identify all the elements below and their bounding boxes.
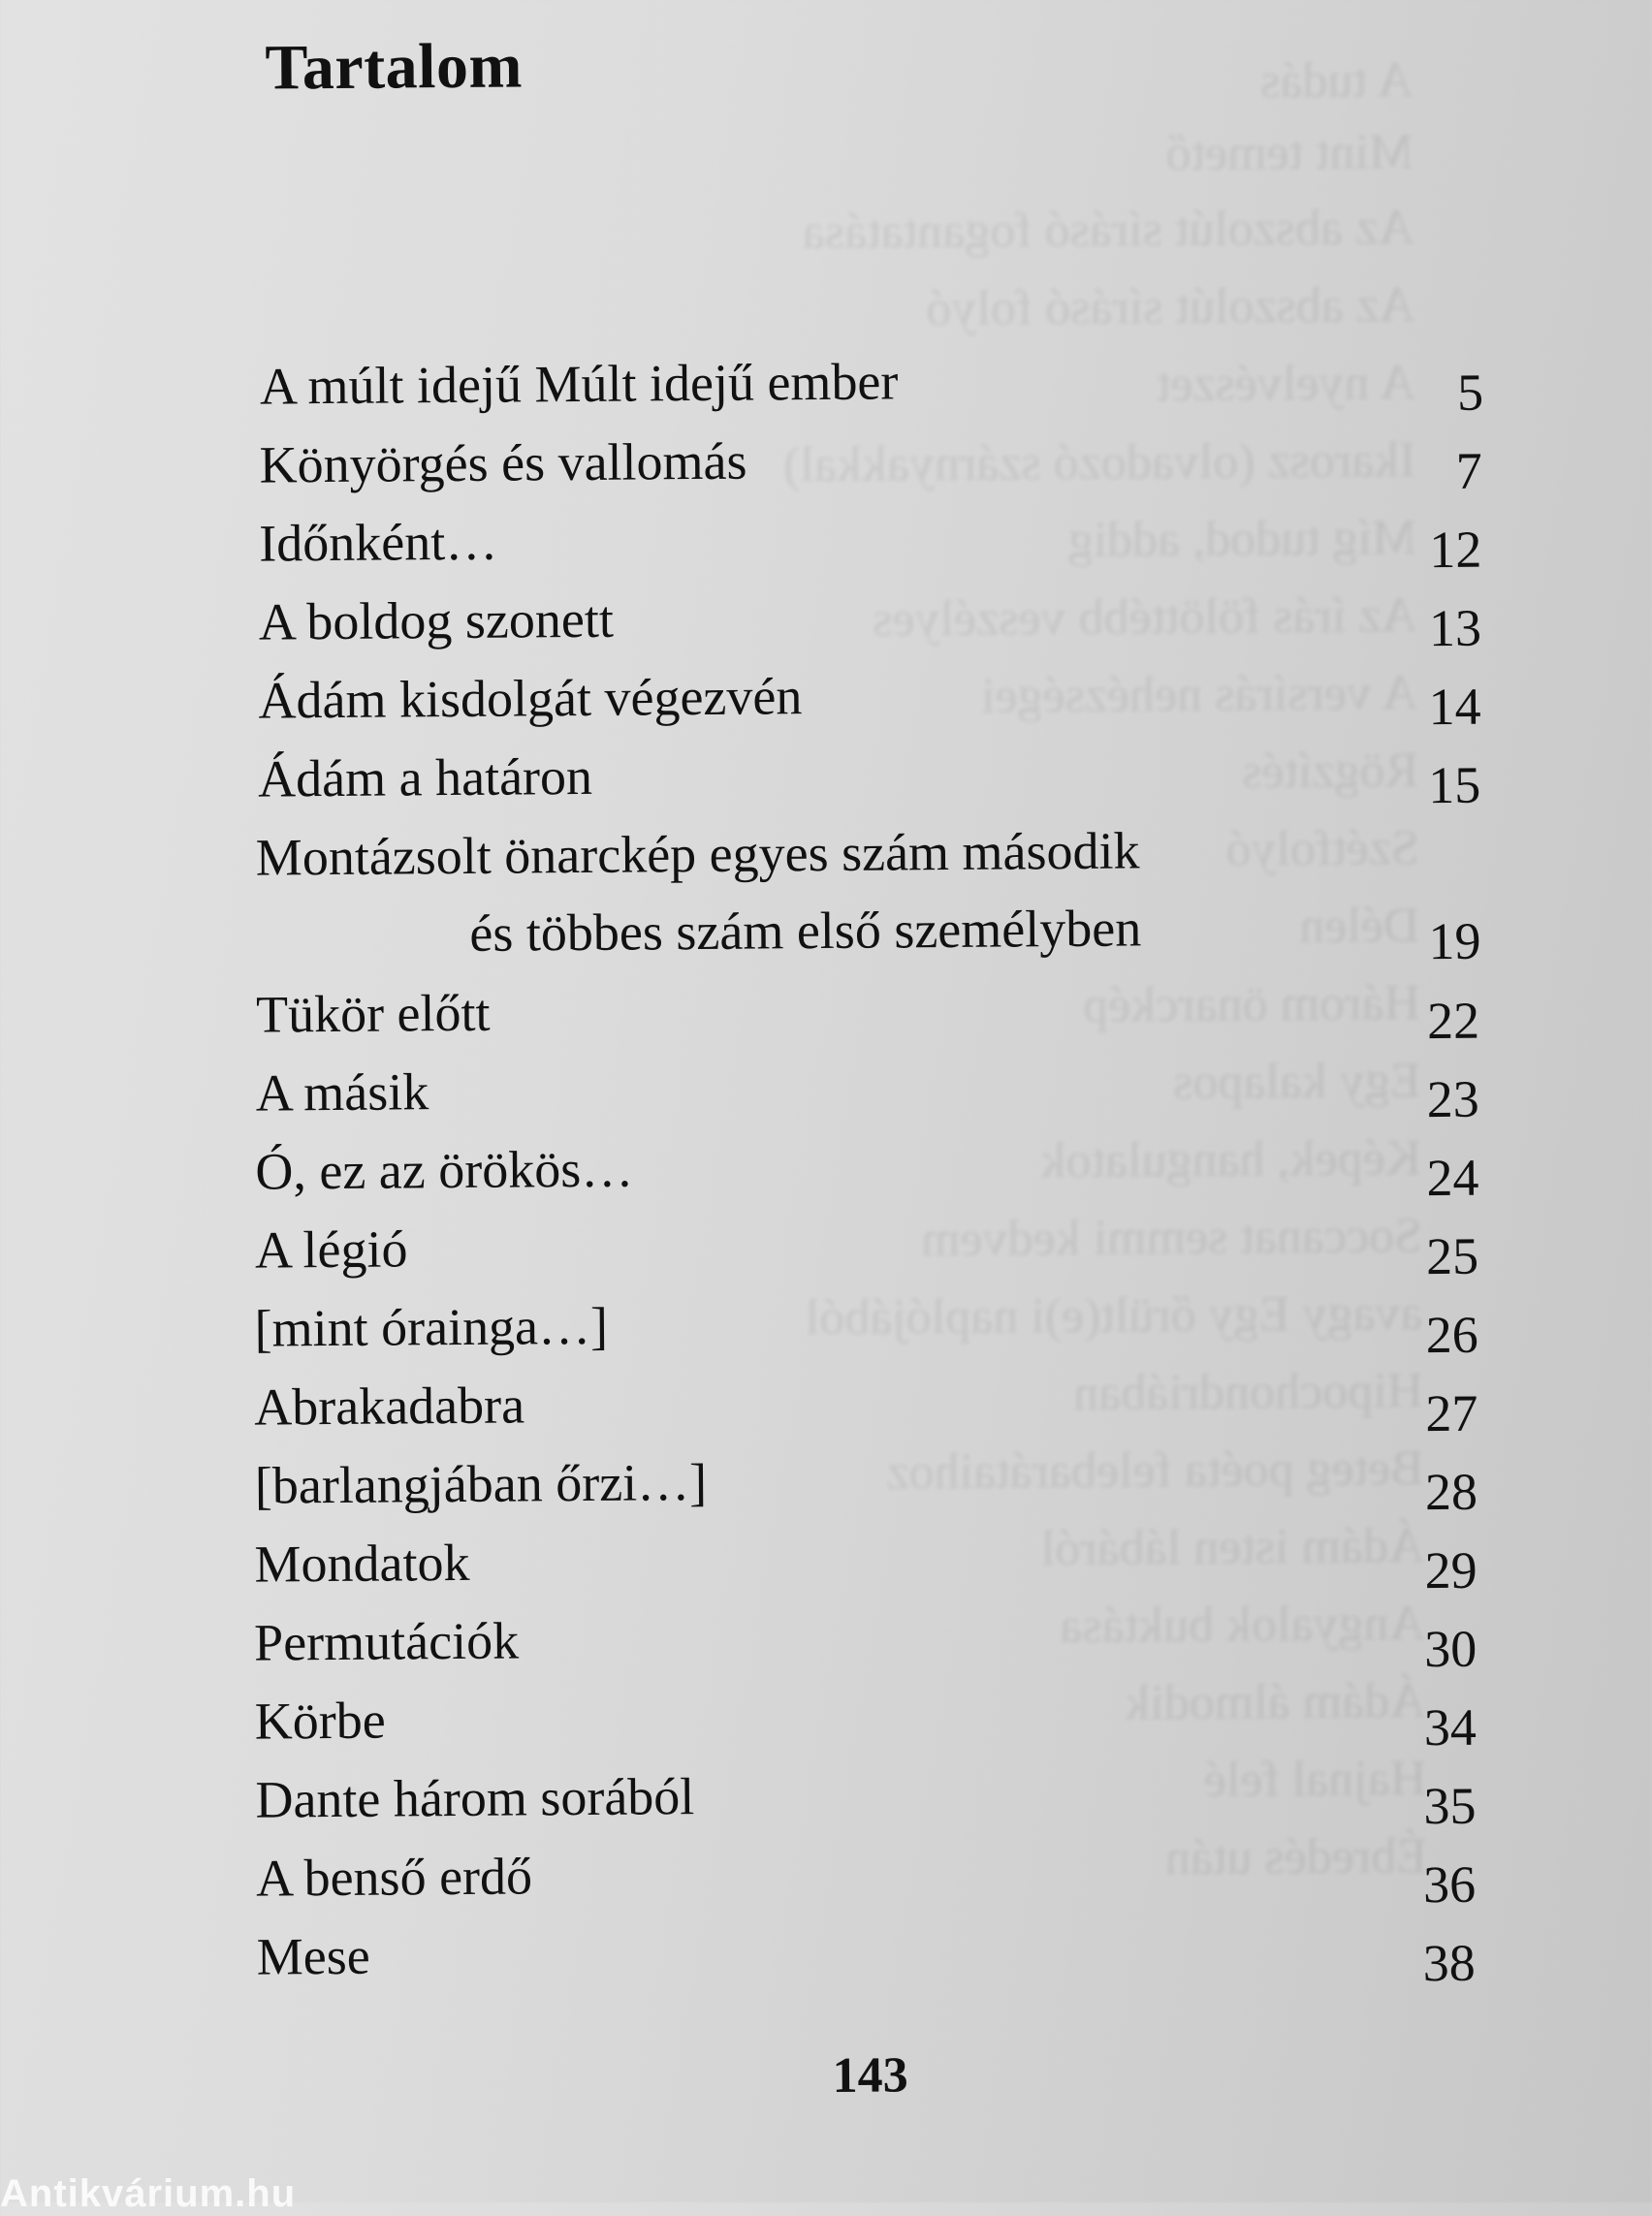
- toc-entry-page: 25: [1425, 1226, 1479, 1286]
- toc-entry-title: Körbe: [254, 1691, 386, 1751]
- toc-entry-page: 30: [1424, 1619, 1477, 1679]
- ghost-line: Ádám álmodik: [1124, 1673, 1426, 1731]
- ghost-line: A versírás nehézségei: [980, 665, 1418, 724]
- toc-entry-page: 15: [1428, 755, 1481, 815]
- toc-entry-title: A boldog szonett: [258, 589, 615, 651]
- toc-entry: [256, 1916, 1477, 1993]
- toc-entry-page: 14: [1428, 677, 1481, 737]
- toc-entry-title: Dante három sorából: [255, 1767, 695, 1829]
- toc-entry-page: 34: [1423, 1697, 1477, 1757]
- toc-entry-title: Mondatok: [254, 1533, 470, 1594]
- ghost-line: A nyelvészet: [1156, 355, 1416, 413]
- toc-entry: [258, 660, 1481, 737]
- toc-entry-title: A múlt idejű Múlt idejű ember: [259, 352, 899, 416]
- toc-entry: [258, 582, 1482, 658]
- ghost-line: Egy kalapos: [1172, 1053, 1421, 1111]
- ghost-line: Szétfolyó: [1225, 820, 1419, 877]
- ghost-line: Az abszolút sírásó fogantatása: [802, 200, 1414, 261]
- toc-entry-title: Tükör előtt: [255, 983, 491, 1044]
- toc-entry-page: 19: [1428, 911, 1481, 971]
- toc-entry: [259, 425, 1482, 500]
- toc-entry: [255, 1053, 1480, 1129]
- toc-entry-page: 26: [1425, 1305, 1478, 1365]
- ghost-line: Az abszolút sírásó folyó: [926, 277, 1415, 337]
- toc-entry-title: Abrakadabra: [254, 1376, 525, 1437]
- ghost-line: Ébredés után: [1164, 1828, 1428, 1886]
- toc-entry-title: Ó, ez az örökös…: [255, 1139, 634, 1201]
- toc-entry-title: Könyörgés és vallomás: [259, 431, 747, 494]
- ghost-line: Ikarosz (olvadozó szárnyakkal): [782, 432, 1416, 493]
- toc-entry: [254, 1367, 1478, 1443]
- ghost-line: Míg tudod, addig: [1067, 510, 1417, 569]
- toc-entry-title: A légió: [254, 1219, 408, 1280]
- ghost-line: Soccanat semmi kedvem: [920, 1208, 1423, 1268]
- toc-entry-title-continued: és többes szám első személyben: [469, 899, 1142, 963]
- toc-entry-page: 27: [1425, 1383, 1478, 1443]
- toc-entry: [255, 1838, 1477, 1915]
- toc-entry: [254, 1681, 1477, 1757]
- ghost-line: A tudás: [1259, 52, 1414, 110]
- ghost-line: Képek, hangulatok: [1040, 1130, 1422, 1189]
- toc-entry-page: 22: [1426, 991, 1480, 1051]
- toc-entry-title: A benső erdő: [255, 1847, 533, 1908]
- toc-entry-page: 13: [1428, 598, 1482, 658]
- toc-entry-page: 38: [1422, 1933, 1477, 1993]
- toc-entry-page: 35: [1423, 1776, 1477, 1836]
- toc-entry-title: Ádám kisdolgát végezvén: [258, 667, 803, 730]
- toc-entry-page: 5: [1456, 363, 1484, 422]
- toc-entry-page: 12: [1429, 520, 1482, 580]
- toc-entry: [256, 817, 1481, 986]
- ghost-line: Ádám isten lábáról: [1040, 1518, 1425, 1577]
- toc-entry-title: Permutációk: [253, 1611, 520, 1672]
- toc-entry-title: A másik: [255, 1062, 429, 1123]
- ghost-line: Rögzítés: [1241, 743, 1419, 800]
- ghost-line: Délen: [1298, 898, 1420, 955]
- toc-entry: [259, 346, 1484, 422]
- ghost-line: Mint temető: [1165, 124, 1414, 182]
- ghost-line: Hipochondriában: [1072, 1363, 1424, 1422]
- toc-entry-title: Ádám a határon: [257, 746, 593, 808]
- toc-entry: [254, 1524, 1477, 1600]
- ghost-line: Hajnal felé: [1203, 1751, 1427, 1808]
- toc-entry: [253, 1602, 1477, 1679]
- toc-entry-page: 29: [1424, 1540, 1477, 1600]
- toc-entry: [254, 1445, 1478, 1522]
- toc-entry-title: [mint órainga…]: [254, 1296, 609, 1358]
- toc-entry-title: Montázsolt önarckép egyes szám második: [255, 821, 1140, 887]
- ghost-line: Beteg poéta felebarátaihoz: [886, 1440, 1425, 1501]
- toc-entry-title: [barlangjában őrzi…]: [254, 1452, 708, 1515]
- toc-entry-page: 23: [1426, 1069, 1480, 1129]
- toc-entry: [254, 1210, 1479, 1286]
- toc-entry: [255, 1131, 1479, 1208]
- ghost-line: Három önarckép: [1082, 975, 1421, 1033]
- toc-entry: [254, 1288, 1478, 1365]
- toc-entry-page: 36: [1422, 1854, 1477, 1915]
- toc-entry: [257, 739, 1481, 815]
- toc-entry: [255, 1759, 1477, 1836]
- watermark: Antikvárium.hu: [0, 2172, 297, 2215]
- toc-entry: [259, 503, 1482, 580]
- toc-entry-page: 24: [1426, 1148, 1479, 1208]
- ghost-line: Angyalok buktása: [1059, 1596, 1426, 1655]
- page-number: 143: [832, 2047, 908, 2104]
- toc-entry-page: 7: [1455, 441, 1482, 500]
- page-title: Tartalom: [265, 30, 524, 104]
- toc-entry-page: 28: [1424, 1462, 1478, 1522]
- ghost-line: Az írás fölöttébb veszélyes: [872, 587, 1418, 648]
- toc-entry: [255, 974, 1480, 1051]
- toc-entry-title: Mese: [256, 1926, 370, 1986]
- toc-entry-title: Időnként…: [259, 512, 498, 573]
- ghost-line: avagy Egy őrült(e)i naplójából: [805, 1285, 1423, 1346]
